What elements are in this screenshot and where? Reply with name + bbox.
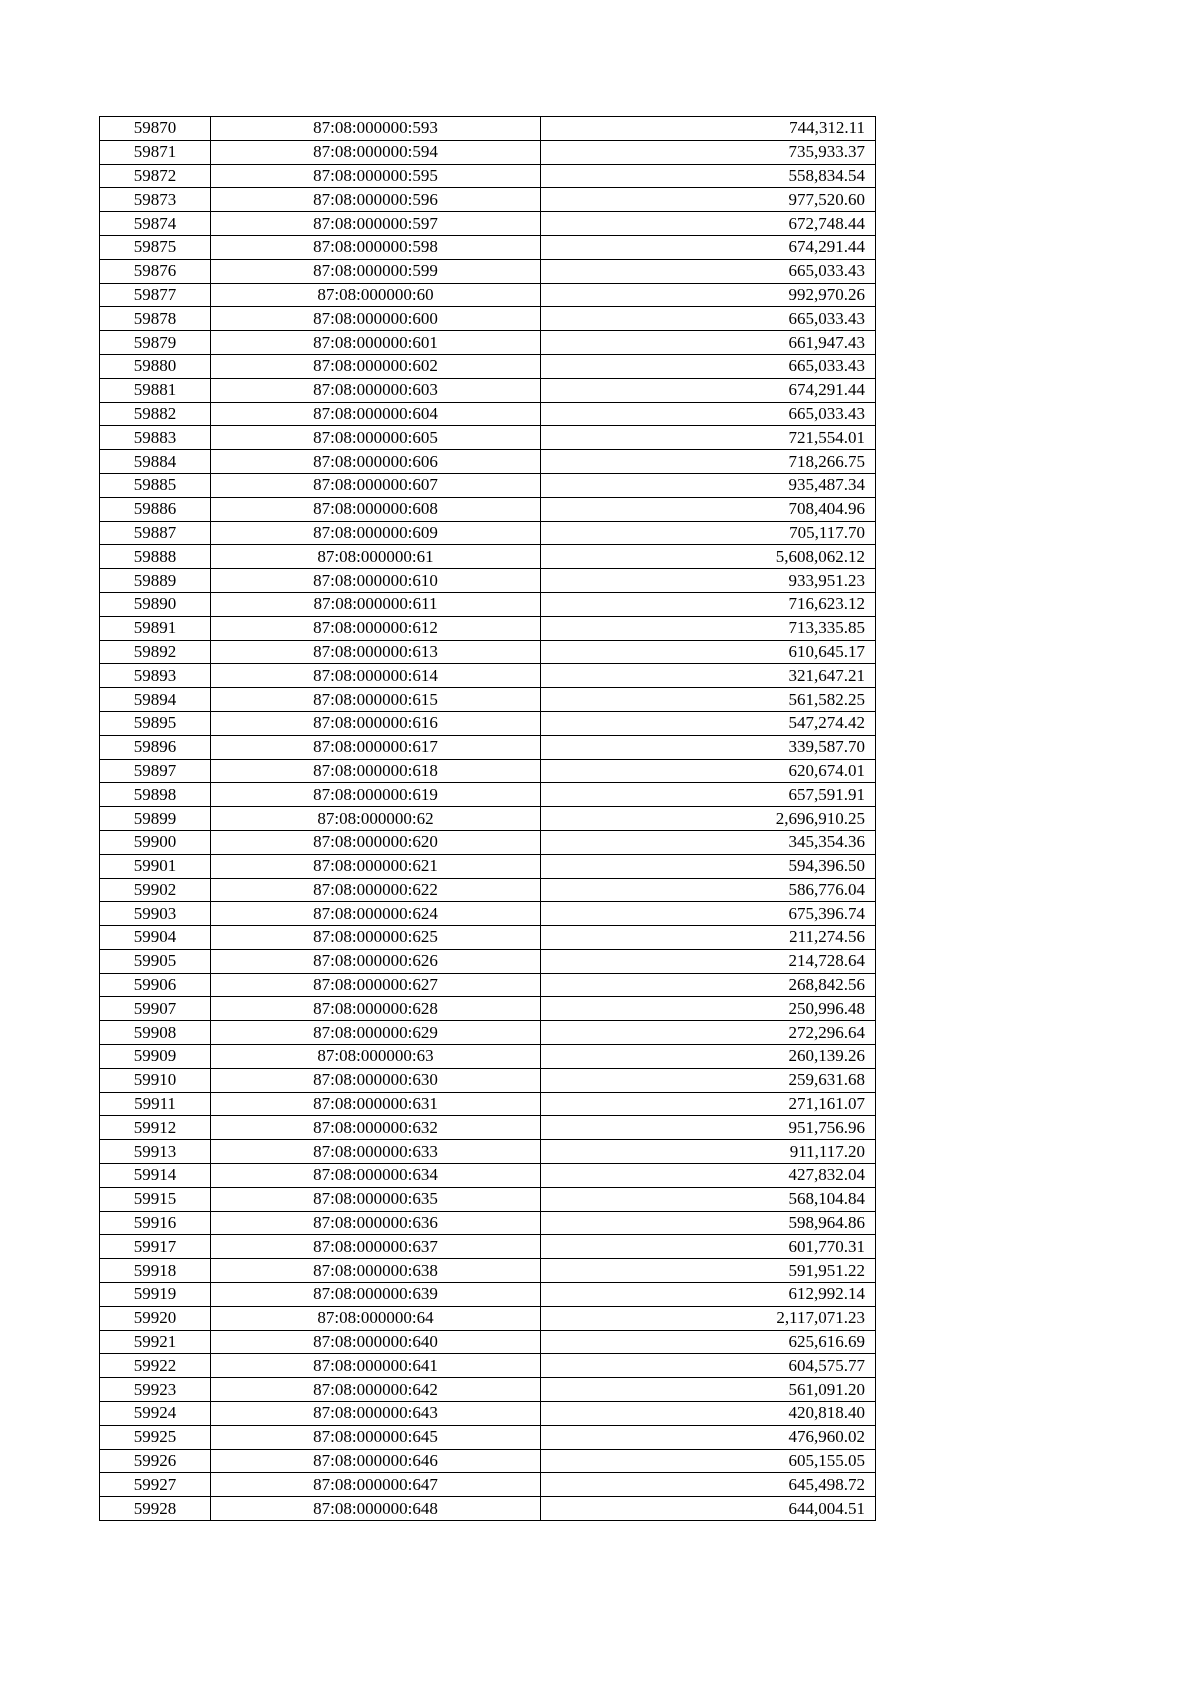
row-number-cell: 59905 (100, 949, 211, 973)
cadastral-value-cell: 594,396.50 (541, 854, 876, 878)
table-row (100, 117, 876, 141)
table-row (100, 1092, 876, 1116)
row-number-cell: 59870 (100, 117, 211, 141)
cadastral-number-cell: 87:08:000000:646 (211, 1449, 541, 1473)
cadastral-value-cell: 268,842.56 (541, 973, 876, 997)
row-number-cell: 59926 (100, 1449, 211, 1473)
row-number-cell: 59901 (100, 854, 211, 878)
cadastral-value-cell: 645,498.72 (541, 1473, 876, 1497)
row-number-cell: 59880 (100, 354, 211, 378)
cadastral-number-cell: 87:08:000000:62 (211, 807, 541, 831)
row-number-cell: 59877 (100, 283, 211, 307)
row-number-cell: 59915 (100, 1187, 211, 1211)
table-row (100, 283, 876, 307)
cadastral-value-cell: 259,631.68 (541, 1068, 876, 1092)
row-number-cell: 59912 (100, 1116, 211, 1140)
row-number-cell: 59925 (100, 1425, 211, 1449)
cadastral-value-cell: 601,770.31 (541, 1235, 876, 1259)
table-row (100, 307, 876, 331)
table-row (100, 854, 876, 878)
table-row (100, 212, 876, 236)
row-number-cell: 59895 (100, 711, 211, 735)
cadastral-value-cell: 675,396.74 (541, 902, 876, 926)
cadastral-number-cell: 87:08:000000:601 (211, 331, 541, 355)
row-number-cell: 59874 (100, 212, 211, 236)
cadastral-value-cell: 713,335.85 (541, 616, 876, 640)
cadastral-value-cell: 721,554.01 (541, 426, 876, 450)
cadastral-value-cell: 250,996.48 (541, 997, 876, 1021)
cadastral-number-cell: 87:08:000000:598 (211, 235, 541, 259)
row-number-cell: 59882 (100, 402, 211, 426)
cadastre-value-table (99, 116, 876, 1521)
table-row (100, 735, 876, 759)
row-number-cell: 59875 (100, 235, 211, 259)
table-row (100, 688, 876, 712)
cadastral-value-cell: 735,933.37 (541, 140, 876, 164)
table-row (100, 497, 876, 521)
table-row (100, 1425, 876, 1449)
row-number-cell: 59884 (100, 450, 211, 474)
cadastral-number-cell: 87:08:000000:593 (211, 117, 541, 141)
table-body (100, 117, 876, 1521)
cadastral-number-cell: 87:08:000000:626 (211, 949, 541, 973)
cadastral-value-cell: 568,104.84 (541, 1187, 876, 1211)
cadastral-value-cell: 561,582.25 (541, 688, 876, 712)
row-number-cell: 59893 (100, 664, 211, 688)
row-number-cell: 59910 (100, 1068, 211, 1092)
cadastral-number-cell: 87:08:000000:643 (211, 1402, 541, 1426)
cadastral-number-cell: 87:08:000000:621 (211, 854, 541, 878)
cadastral-number-cell: 87:08:000000:611 (211, 592, 541, 616)
table-row (100, 711, 876, 735)
table-row (100, 592, 876, 616)
table-row (100, 759, 876, 783)
table-row (100, 1378, 876, 1402)
cadastral-number-cell: 87:08:000000:642 (211, 1378, 541, 1402)
table-row (100, 188, 876, 212)
row-number-cell: 59921 (100, 1330, 211, 1354)
cadastral-value-cell: 718,266.75 (541, 450, 876, 474)
table-row (100, 1354, 876, 1378)
cadastral-value-cell: 977,520.60 (541, 188, 876, 212)
table-row (100, 473, 876, 497)
cadastral-number-cell: 87:08:000000:63 (211, 1045, 541, 1069)
table-row (100, 997, 876, 1021)
cadastral-number-cell: 87:08:000000:64 (211, 1306, 541, 1330)
cadastral-value-cell: 591,951.22 (541, 1259, 876, 1283)
cadastral-number-cell: 87:08:000000:620 (211, 830, 541, 854)
cadastral-number-cell: 87:08:000000:594 (211, 140, 541, 164)
cadastral-value-cell: 420,818.40 (541, 1402, 876, 1426)
cadastral-value-cell: 211,274.56 (541, 926, 876, 950)
row-number-cell: 59894 (100, 688, 211, 712)
cadastral-value-cell: 586,776.04 (541, 878, 876, 902)
cadastral-value-cell: 5,608,062.12 (541, 545, 876, 569)
row-number-cell: 59878 (100, 307, 211, 331)
cadastral-value-cell: 427,832.04 (541, 1164, 876, 1188)
cadastral-value-cell: 598,964.86 (541, 1211, 876, 1235)
cadastral-value-cell: 665,033.43 (541, 402, 876, 426)
table-row (100, 164, 876, 188)
table-row (100, 949, 876, 973)
cadastral-value-cell: 605,155.05 (541, 1449, 876, 1473)
cadastral-value-cell: 705,117.70 (541, 521, 876, 545)
row-number-cell: 59923 (100, 1378, 211, 1402)
cadastral-number-cell: 87:08:000000:616 (211, 711, 541, 735)
cadastral-number-cell: 87:08:000000:635 (211, 1187, 541, 1211)
table-row (100, 1140, 876, 1164)
cadastral-number-cell: 87:08:000000:637 (211, 1235, 541, 1259)
table-row (100, 1449, 876, 1473)
cadastral-value-cell: 708,404.96 (541, 497, 876, 521)
cadastral-number-cell: 87:08:000000:617 (211, 735, 541, 759)
row-number-cell: 59907 (100, 997, 211, 1021)
cadastral-number-cell: 87:08:000000:606 (211, 450, 541, 474)
cadastral-value-cell: 604,575.77 (541, 1354, 876, 1378)
cadastral-value-cell: 612,992.14 (541, 1283, 876, 1307)
cadastral-number-cell: 87:08:000000:645 (211, 1425, 541, 1449)
row-number-cell: 59920 (100, 1306, 211, 1330)
cadastral-number-cell: 87:08:000000:647 (211, 1473, 541, 1497)
cadastral-value-cell: 935,487.34 (541, 473, 876, 497)
table-row (100, 259, 876, 283)
row-number-cell: 59887 (100, 521, 211, 545)
row-number-cell: 59883 (100, 426, 211, 450)
table-row (100, 1497, 876, 1521)
table-row (100, 1283, 876, 1307)
table-row (100, 1068, 876, 1092)
row-number-cell: 59911 (100, 1092, 211, 1116)
row-number-cell: 59908 (100, 1021, 211, 1045)
cadastral-number-cell: 87:08:000000:604 (211, 402, 541, 426)
table-row (100, 140, 876, 164)
row-number-cell: 59928 (100, 1497, 211, 1521)
table-row (100, 902, 876, 926)
table-row (100, 1187, 876, 1211)
row-number-cell: 59881 (100, 378, 211, 402)
cadastral-value-cell: 992,970.26 (541, 283, 876, 307)
cadastral-number-cell: 87:08:000000:603 (211, 378, 541, 402)
row-number-cell: 59904 (100, 926, 211, 950)
table-row (100, 807, 876, 831)
row-number-cell: 59903 (100, 902, 211, 926)
row-number-cell: 59902 (100, 878, 211, 902)
cadastral-number-cell: 87:08:000000:608 (211, 497, 541, 521)
cadastral-number-cell: 87:08:000000:632 (211, 1116, 541, 1140)
row-number-cell: 59886 (100, 497, 211, 521)
cadastral-number-cell: 87:08:000000:599 (211, 259, 541, 283)
cadastral-value-cell: 665,033.43 (541, 259, 876, 283)
row-number-cell: 59889 (100, 569, 211, 593)
table-row (100, 1235, 876, 1259)
row-number-cell: 59892 (100, 640, 211, 664)
row-number-cell: 59873 (100, 188, 211, 212)
cadastral-number-cell: 87:08:000000:60 (211, 283, 541, 307)
row-number-cell: 59914 (100, 1164, 211, 1188)
row-number-cell: 59924 (100, 1402, 211, 1426)
cadastral-number-cell: 87:08:000000:607 (211, 473, 541, 497)
row-number-cell: 59896 (100, 735, 211, 759)
cadastral-number-cell: 87:08:000000:614 (211, 664, 541, 688)
cadastral-number-cell: 87:08:000000:636 (211, 1211, 541, 1235)
cadastral-number-cell: 87:08:000000:648 (211, 1497, 541, 1521)
table-row (100, 1045, 876, 1069)
cadastral-number-cell: 87:08:000000:600 (211, 307, 541, 331)
cadastral-number-cell: 87:08:000000:605 (211, 426, 541, 450)
cadastral-number-cell: 87:08:000000:612 (211, 616, 541, 640)
table-row (100, 521, 876, 545)
cadastral-number-cell: 87:08:000000:595 (211, 164, 541, 188)
row-number-cell: 59876 (100, 259, 211, 283)
table-row (100, 973, 876, 997)
table-row (100, 1116, 876, 1140)
row-number-cell: 59919 (100, 1283, 211, 1307)
cadastral-value-cell: 260,139.26 (541, 1045, 876, 1069)
cadastral-number-cell: 87:08:000000:615 (211, 688, 541, 712)
table-row (100, 1473, 876, 1497)
table-row (100, 1021, 876, 1045)
table-row (100, 402, 876, 426)
cadastral-value-cell: 657,591.91 (541, 783, 876, 807)
cadastral-number-cell: 87:08:000000:630 (211, 1068, 541, 1092)
row-number-cell: 59918 (100, 1259, 211, 1283)
table-row (100, 354, 876, 378)
row-number-cell: 59900 (100, 830, 211, 854)
cadastral-value-cell: 547,274.42 (541, 711, 876, 735)
cadastral-value-cell: 674,291.44 (541, 235, 876, 259)
cadastral-value-cell: 214,728.64 (541, 949, 876, 973)
cadastral-number-cell: 87:08:000000:638 (211, 1259, 541, 1283)
cadastral-value-cell: 661,947.43 (541, 331, 876, 355)
cadastral-number-cell: 87:08:000000:609 (211, 521, 541, 545)
table-row (100, 830, 876, 854)
cadastral-value-cell: 321,647.21 (541, 664, 876, 688)
cadastral-number-cell: 87:08:000000:613 (211, 640, 541, 664)
table-row (100, 545, 876, 569)
cadastral-value-cell: 620,674.01 (541, 759, 876, 783)
row-number-cell: 59922 (100, 1354, 211, 1378)
row-number-cell: 59890 (100, 592, 211, 616)
row-number-cell: 59906 (100, 973, 211, 997)
row-number-cell: 59885 (100, 473, 211, 497)
cadastral-number-cell: 87:08:000000:640 (211, 1330, 541, 1354)
cadastral-value-cell: 911,117.20 (541, 1140, 876, 1164)
cadastral-value-cell: 744,312.11 (541, 117, 876, 141)
table-row (100, 783, 876, 807)
cadastral-value-cell: 625,616.69 (541, 1330, 876, 1354)
cadastral-value-cell: 716,623.12 (541, 592, 876, 616)
cadastral-value-cell: 933,951.23 (541, 569, 876, 593)
cadastral-value-cell: 672,748.44 (541, 212, 876, 236)
table-row (100, 1164, 876, 1188)
cadastral-number-cell: 87:08:000000:597 (211, 212, 541, 236)
cadastral-number-cell: 87:08:000000:618 (211, 759, 541, 783)
table-row (100, 616, 876, 640)
row-number-cell: 59913 (100, 1140, 211, 1164)
cadastral-number-cell: 87:08:000000:631 (211, 1092, 541, 1116)
cadastral-number-cell: 87:08:000000:627 (211, 973, 541, 997)
cadastral-number-cell: 87:08:000000:602 (211, 354, 541, 378)
row-number-cell: 59909 (100, 1045, 211, 1069)
cadastral-number-cell: 87:08:000000:629 (211, 1021, 541, 1045)
row-number-cell: 59871 (100, 140, 211, 164)
row-number-cell: 59927 (100, 1473, 211, 1497)
cadastral-number-cell: 87:08:000000:634 (211, 1164, 541, 1188)
cadastral-number-cell: 87:08:000000:610 (211, 569, 541, 593)
cadastral-number-cell: 87:08:000000:624 (211, 902, 541, 926)
cadastral-value-cell: 674,291.44 (541, 378, 876, 402)
row-number-cell: 59872 (100, 164, 211, 188)
table-row (100, 378, 876, 402)
table-row (100, 569, 876, 593)
table-row (100, 450, 876, 474)
row-number-cell: 59888 (100, 545, 211, 569)
cadastral-number-cell: 87:08:000000:596 (211, 188, 541, 212)
cadastral-number-cell: 87:08:000000:628 (211, 997, 541, 1021)
cadastral-number-cell: 87:08:000000:633 (211, 1140, 541, 1164)
cadastral-number-cell: 87:08:000000:61 (211, 545, 541, 569)
cadastral-number-cell: 87:08:000000:625 (211, 926, 541, 950)
row-number-cell: 59899 (100, 807, 211, 831)
table-row (100, 1402, 876, 1426)
table-row (100, 426, 876, 450)
cadastral-number-cell: 87:08:000000:639 (211, 1283, 541, 1307)
cadastral-value-cell: 665,033.43 (541, 354, 876, 378)
table-row (100, 1306, 876, 1330)
cadastral-value-cell: 610,645.17 (541, 640, 876, 664)
table-row (100, 640, 876, 664)
row-number-cell: 59891 (100, 616, 211, 640)
row-number-cell: 59897 (100, 759, 211, 783)
cadastral-value-cell: 271,161.07 (541, 1092, 876, 1116)
cadastral-value-cell: 2,696,910.25 (541, 807, 876, 831)
table-row (100, 926, 876, 950)
table-row (100, 331, 876, 355)
cadastral-value-cell: 561,091.20 (541, 1378, 876, 1402)
cadastral-number-cell: 87:08:000000:619 (211, 783, 541, 807)
cadastral-value-cell: 665,033.43 (541, 307, 876, 331)
table-row (100, 235, 876, 259)
row-number-cell: 59898 (100, 783, 211, 807)
table-row (100, 1330, 876, 1354)
table-row (100, 1259, 876, 1283)
row-number-cell: 59917 (100, 1235, 211, 1259)
cadastral-value-cell: 2,117,071.23 (541, 1306, 876, 1330)
cadastral-value-cell: 272,296.64 (541, 1021, 876, 1045)
cadastral-number-cell: 87:08:000000:641 (211, 1354, 541, 1378)
cadastral-value-cell: 951,756.96 (541, 1116, 876, 1140)
cadastral-value-cell: 476,960.02 (541, 1425, 876, 1449)
cadastral-number-cell: 87:08:000000:622 (211, 878, 541, 902)
cadastral-value-cell: 345,354.36 (541, 830, 876, 854)
cadastral-value-cell: 339,587.70 (541, 735, 876, 759)
row-number-cell: 59879 (100, 331, 211, 355)
table-row (100, 878, 876, 902)
cadastral-value-cell: 644,004.51 (541, 1497, 876, 1521)
cadastral-value-cell: 558,834.54 (541, 164, 876, 188)
table-row (100, 664, 876, 688)
row-number-cell: 59916 (100, 1211, 211, 1235)
table-row (100, 1211, 876, 1235)
